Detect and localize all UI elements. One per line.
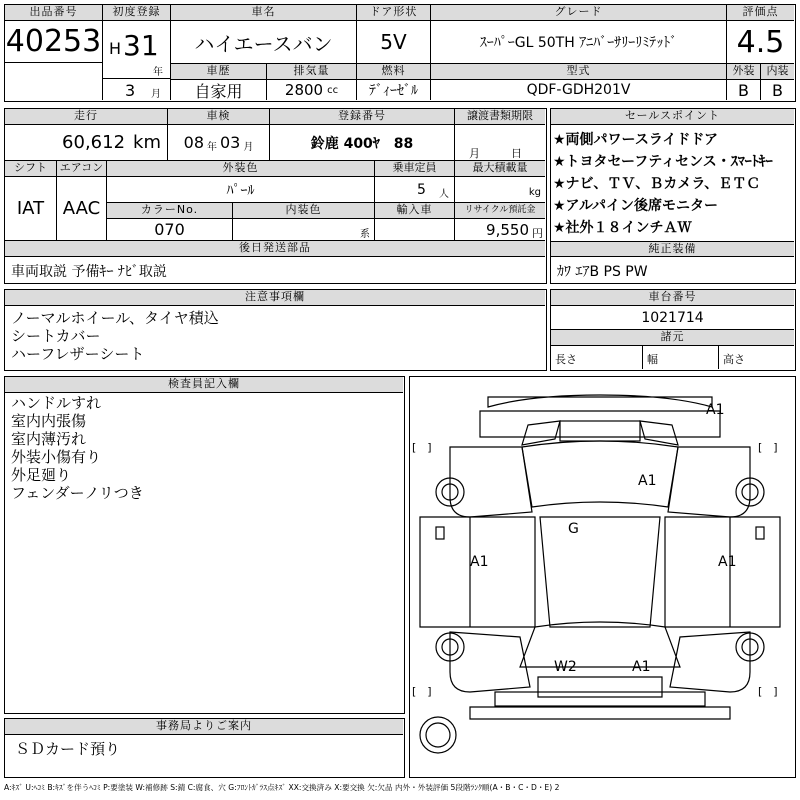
plate-label: 登録番号 xyxy=(270,109,455,125)
sales-points-label: セールスポイント xyxy=(551,109,794,125)
transfer-month-unit: 月 xyxy=(469,147,480,160)
length-label: 長さ xyxy=(555,353,577,366)
mark-glass: G xyxy=(568,521,579,537)
office-block xyxy=(4,718,405,778)
note-item: ハーフレザーシート xyxy=(11,345,145,363)
car-outline xyxy=(410,377,794,776)
mileage-unit: km xyxy=(133,132,161,153)
import-value xyxy=(375,219,455,241)
doors-value: 5V xyxy=(357,21,431,64)
mileage-label: 走行 xyxy=(5,109,168,125)
inspector-label: 検査員記入欄 xyxy=(5,377,403,393)
aircon-value: AAC xyxy=(57,177,107,241)
max-load-cell xyxy=(455,177,545,203)
interior-color-cell xyxy=(233,219,375,241)
mark-right-side: A1 xyxy=(718,554,737,570)
max-load-label: 最大積載量 xyxy=(455,161,545,177)
exterior-grade: B xyxy=(727,80,761,100)
inspection-month: 03 xyxy=(220,133,241,152)
dimensions-label: 諸元 xyxy=(551,330,794,346)
chassis-label: 車台番号 xyxy=(551,290,794,306)
equipment-value: ｶﾜ ｴｱB PS PW xyxy=(557,264,648,280)
inspection-year-unit: 年 xyxy=(207,142,217,153)
transfer-label: 譲渡書類期限 xyxy=(455,109,545,125)
header-block xyxy=(4,4,796,102)
displacement-unit: cc xyxy=(327,84,339,96)
shift-label: シフト xyxy=(5,161,57,177)
chassis-block xyxy=(550,289,796,371)
inspector-item: 室内薄汚れ xyxy=(11,430,87,448)
sales-point: ★両側パワースライドドア xyxy=(553,132,719,148)
note-item: ノーマルホイール、タイヤ積込 xyxy=(11,309,219,327)
inspection-year: 08 xyxy=(183,133,204,152)
grade-label: グレード xyxy=(431,5,727,21)
inspector-item: 外足廻り xyxy=(11,466,72,484)
era: H xyxy=(109,39,122,58)
history-value: 自家用 xyxy=(171,80,267,100)
transfer-day-unit: 日 xyxy=(511,147,522,160)
grade-value: ｽｰﾊﾟｰGL 50TH ｱﾆﾊﾞｰｻﾘｰﾘﾐﾃｯﾄﾞ xyxy=(431,21,727,64)
model-code-value: QDF-GDH201V xyxy=(431,80,727,100)
sales-points-list xyxy=(553,129,793,239)
interior-label: 内装 xyxy=(761,64,794,80)
equipment-label: 純正装備 xyxy=(551,241,794,257)
damage-diagram xyxy=(409,376,796,778)
doors-label: ドア形状 xyxy=(357,5,431,21)
model-name: ハイエースバン xyxy=(171,21,357,64)
sales-point: ★社外１８インチＡＷ xyxy=(553,220,692,236)
sales-points-block xyxy=(550,108,796,284)
color-label: 外装色 xyxy=(107,161,375,177)
length-cell xyxy=(551,346,643,369)
sales-point: ★トヨタセーフティセンス・ｽﾏｰﾄｷｰ xyxy=(553,154,773,170)
sales-point: ★ナビ、ＴＶ、Ｂカメラ、ＥＴＣ xyxy=(553,176,761,192)
fuel-value: ﾃﾞｨｰｾﾞﾙ xyxy=(357,80,431,100)
bracket-right-bottom: [ ] xyxy=(758,685,778,698)
model-name-label: 車名 xyxy=(171,5,357,21)
transfer-cell xyxy=(455,125,545,161)
mark-front-right: A1 xyxy=(632,659,651,675)
reg-month: 3 xyxy=(125,81,136,100)
inspector-item: フェンダーノリつき xyxy=(11,484,144,502)
reg-year-unit: 年 xyxy=(153,67,163,78)
inspector-item: 室内内張傷 xyxy=(11,412,87,430)
legend: A:ｷｽﾞ U:ﾍｺﾐ B:ｷｽﾞを伴うﾍｺﾐ P:要塗装 W:補修跡 S:錆 C:腐食、穴 G:ﾌﾛﾝﾄｶﾞﾗｽ点ｷｽﾞ XX:交換済み X:要交換 欠:欠品 内外・外装評価 5段階ﾗﾝｸ順(A・B・C・D・E) 2 xyxy=(4,783,560,792)
first-reg-label: 初度登録 xyxy=(103,5,171,21)
recycle-unit: 円 xyxy=(532,227,543,240)
bracket-right-top: [ ] xyxy=(758,441,778,454)
capacity-cell xyxy=(375,177,455,203)
bracket-left-bottom: [ ] xyxy=(412,685,432,698)
recycle-label: リサイクル預託金 xyxy=(455,203,545,219)
max-load-unit: kg xyxy=(528,187,541,198)
width-label: 幅 xyxy=(647,353,658,366)
spec-block xyxy=(4,108,547,284)
fuel-label: 燃料 xyxy=(357,64,431,80)
capacity-label: 乗車定員 xyxy=(375,161,455,177)
notes-list xyxy=(5,306,545,366)
inspection-cell xyxy=(168,125,270,161)
recycle-cell xyxy=(455,219,545,241)
later-parts-value: 車両取説 予備ｷｰ ﾅﾋﾞ取説 xyxy=(11,264,167,280)
office-value: ＳＤカード預り xyxy=(15,740,121,758)
displacement-label: 排気量 xyxy=(267,64,357,80)
model-code-label: 型式 xyxy=(431,64,727,80)
reg-year: 31 xyxy=(123,29,159,62)
notes-block xyxy=(4,289,547,371)
lot-label: 出品番号 xyxy=(5,5,103,21)
reg-month-unit: 月 xyxy=(151,89,161,100)
mark-front-left: W2 xyxy=(554,659,577,675)
inspection-label: 車検 xyxy=(168,109,270,125)
height-label: 高さ xyxy=(723,353,745,366)
inspector-list xyxy=(5,393,403,505)
later-parts-label: 後日発送部品 xyxy=(5,241,545,257)
history-label: 車歴 xyxy=(171,64,267,80)
first-reg-month xyxy=(103,79,171,100)
mileage-value: 60,612 xyxy=(62,132,126,153)
sales-point: ★アルパイン後席モニター xyxy=(553,198,719,214)
capacity-value: 5 xyxy=(417,182,426,198)
exterior-label: 外装 xyxy=(727,64,761,80)
color-no-label: カラーNo. xyxy=(107,203,233,219)
aircon-label: エアコン xyxy=(57,161,107,177)
height-cell xyxy=(719,346,794,369)
displacement-value: 2800 xyxy=(284,81,324,99)
office-label: 事務局よりご案内 xyxy=(5,719,403,735)
shift-value: IAT xyxy=(5,177,57,241)
displacement-cell xyxy=(267,80,357,100)
score-label: 評価点 xyxy=(727,5,794,21)
lot-number: 40253 xyxy=(5,21,103,63)
mileage-cell xyxy=(5,125,168,161)
plate-value: 鈴鹿 400ﾔ 88 xyxy=(270,125,455,161)
mark-roof: A1 xyxy=(638,473,657,489)
mark-rear-right: A1 xyxy=(706,402,725,418)
bracket-left-top: [ ] xyxy=(412,441,432,454)
note-item: シートカバー xyxy=(11,327,101,345)
color-no-value: 070 xyxy=(107,219,233,241)
lot-blank xyxy=(5,63,103,100)
inspector-item: ハンドルすれ xyxy=(11,394,102,412)
color-value: ﾊﾟｰﾙ xyxy=(107,177,375,203)
inspector-block xyxy=(4,376,405,714)
inspection-month-unit: 月 xyxy=(243,142,254,153)
inspector-item: 外装小傷有り xyxy=(11,448,102,466)
recycle-value: 9,550 xyxy=(486,221,529,239)
notes-label: 注意事項欄 xyxy=(5,290,545,306)
interior-grade: B xyxy=(772,80,783,100)
chassis-value: 1021714 xyxy=(551,306,794,330)
mark-left-side: A1 xyxy=(470,554,489,570)
width-cell xyxy=(643,346,719,369)
first-reg-year xyxy=(103,21,171,79)
interior-color-label: 内装色 xyxy=(233,203,375,219)
interior-color-unit: 系 xyxy=(360,229,370,240)
score-value: 4.5 xyxy=(727,21,794,64)
capacity-unit: 人 xyxy=(439,189,449,200)
import-label: 輸入車 xyxy=(375,203,455,219)
